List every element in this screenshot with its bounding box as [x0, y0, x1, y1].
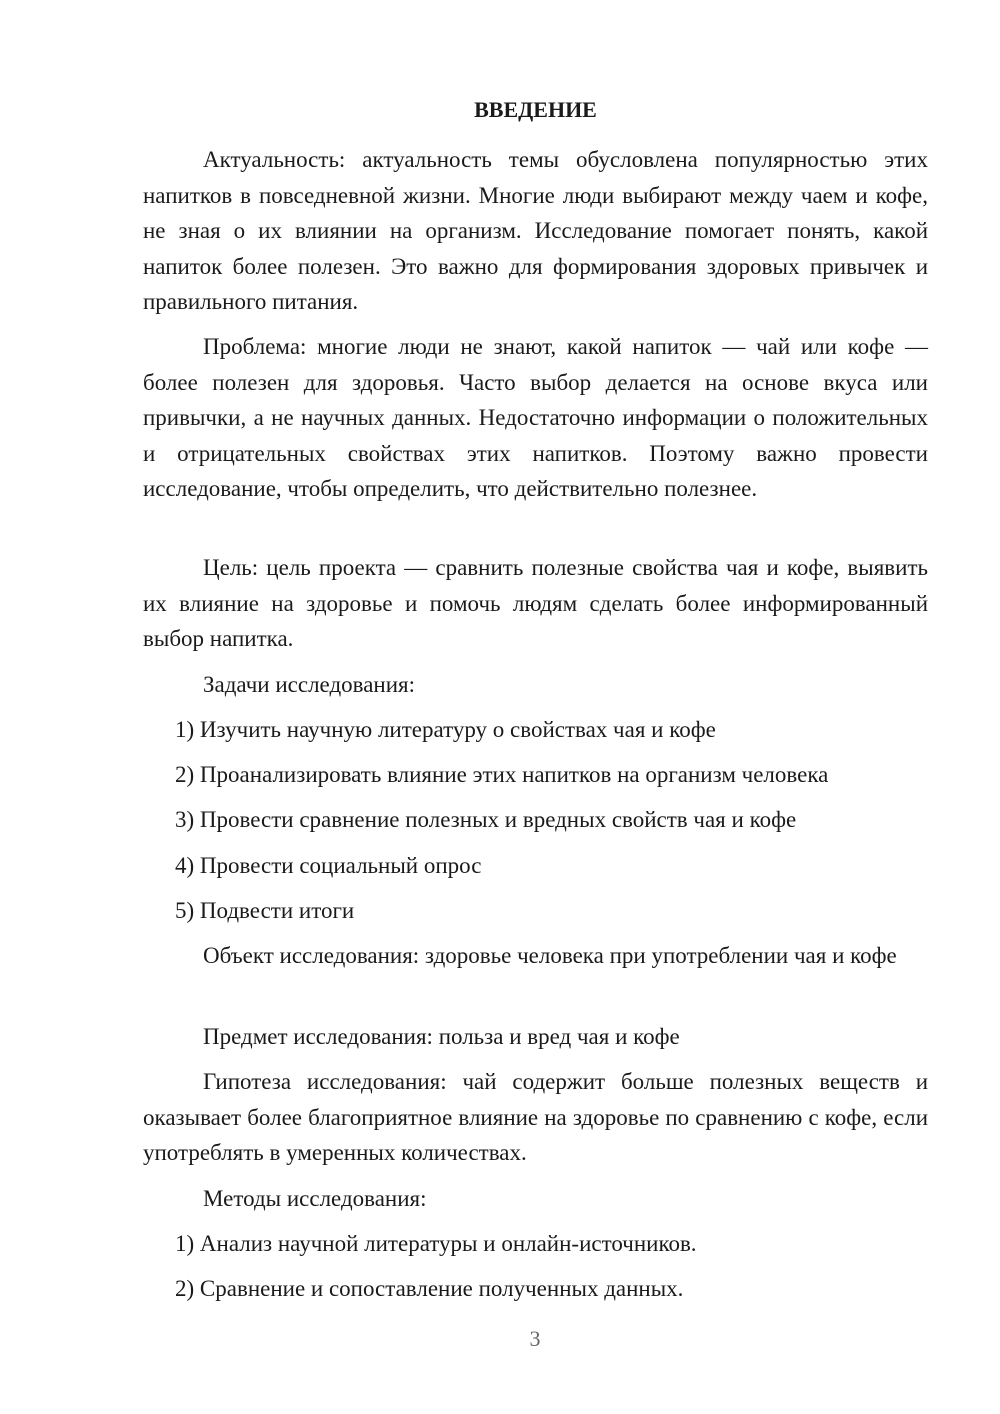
task-item-4: 4) Провести социальный опрос [175, 853, 482, 878]
task-item-5: 5) Подвести итоги [175, 898, 355, 923]
goal-paragraph: Цель: цель проекта — сравнить полезные свойства чая и кофе, выявить их влияние на здоровье и помочь людям сделать более информированный выбор напитка. [143, 555, 928, 651]
task-item-3: 3) Провести сравнение полезных и вредных свойств чая и кофе [175, 807, 797, 832]
object-paragraph: Объект исследования: здоровье человека при употреблении чая и кофе [203, 943, 897, 968]
subject-paragraph: Предмет исследования: польза и вред чая и кофе [203, 1024, 680, 1049]
problem-paragraph: Проблема: многие люди не знают, какой напиток — чай или кофе — более полезен для здоровья. Часто выбор делается на основе вкуса или привычки, а не научных данных. Недостаточно информации о положительных и отрицательных свойствах этих напитков. Поэтому важно провести исследование, чтобы определить, что действительно полезнее. [143, 334, 928, 501]
hypothesis-paragraph: Гипотеза исследования: чай содержит больше полезных веществ и оказывает более благоприятное влияние на здоровье по сравнению с кофе, если употреблять в умеренных количествах. [143, 1069, 928, 1165]
page-number: 3 [529, 1326, 541, 1351]
task-item-2: 2) Проанализировать влияние этих напитков на организм человека [175, 762, 829, 787]
method-item-1: 1) Анализ научной литературы и онлайн-источников. [175, 1231, 697, 1256]
tasks-heading: Задачи исследования: [203, 672, 416, 697]
relevance-paragraph: Актуальность: актуальность темы обусловлена популярностью этих напитков в повседневной жизни. Многие люди выбирают между чаем и кофе, не зная о их влиянии на организм. Исследование помогает понять, какой напиток более полезен. Это важно для формирования здоровых привычек и правильного питания. [143, 147, 928, 314]
methods-heading: Методы исследования: [203, 1186, 427, 1211]
method-item-2: 2) Сравнение и сопоставление полученных данных. [175, 1276, 684, 1301]
page-title: ВВЕДЕНИЕ [474, 97, 597, 122]
task-item-1: 1) Изучить научную литературу о свойствах чая и кофе [175, 717, 716, 742]
